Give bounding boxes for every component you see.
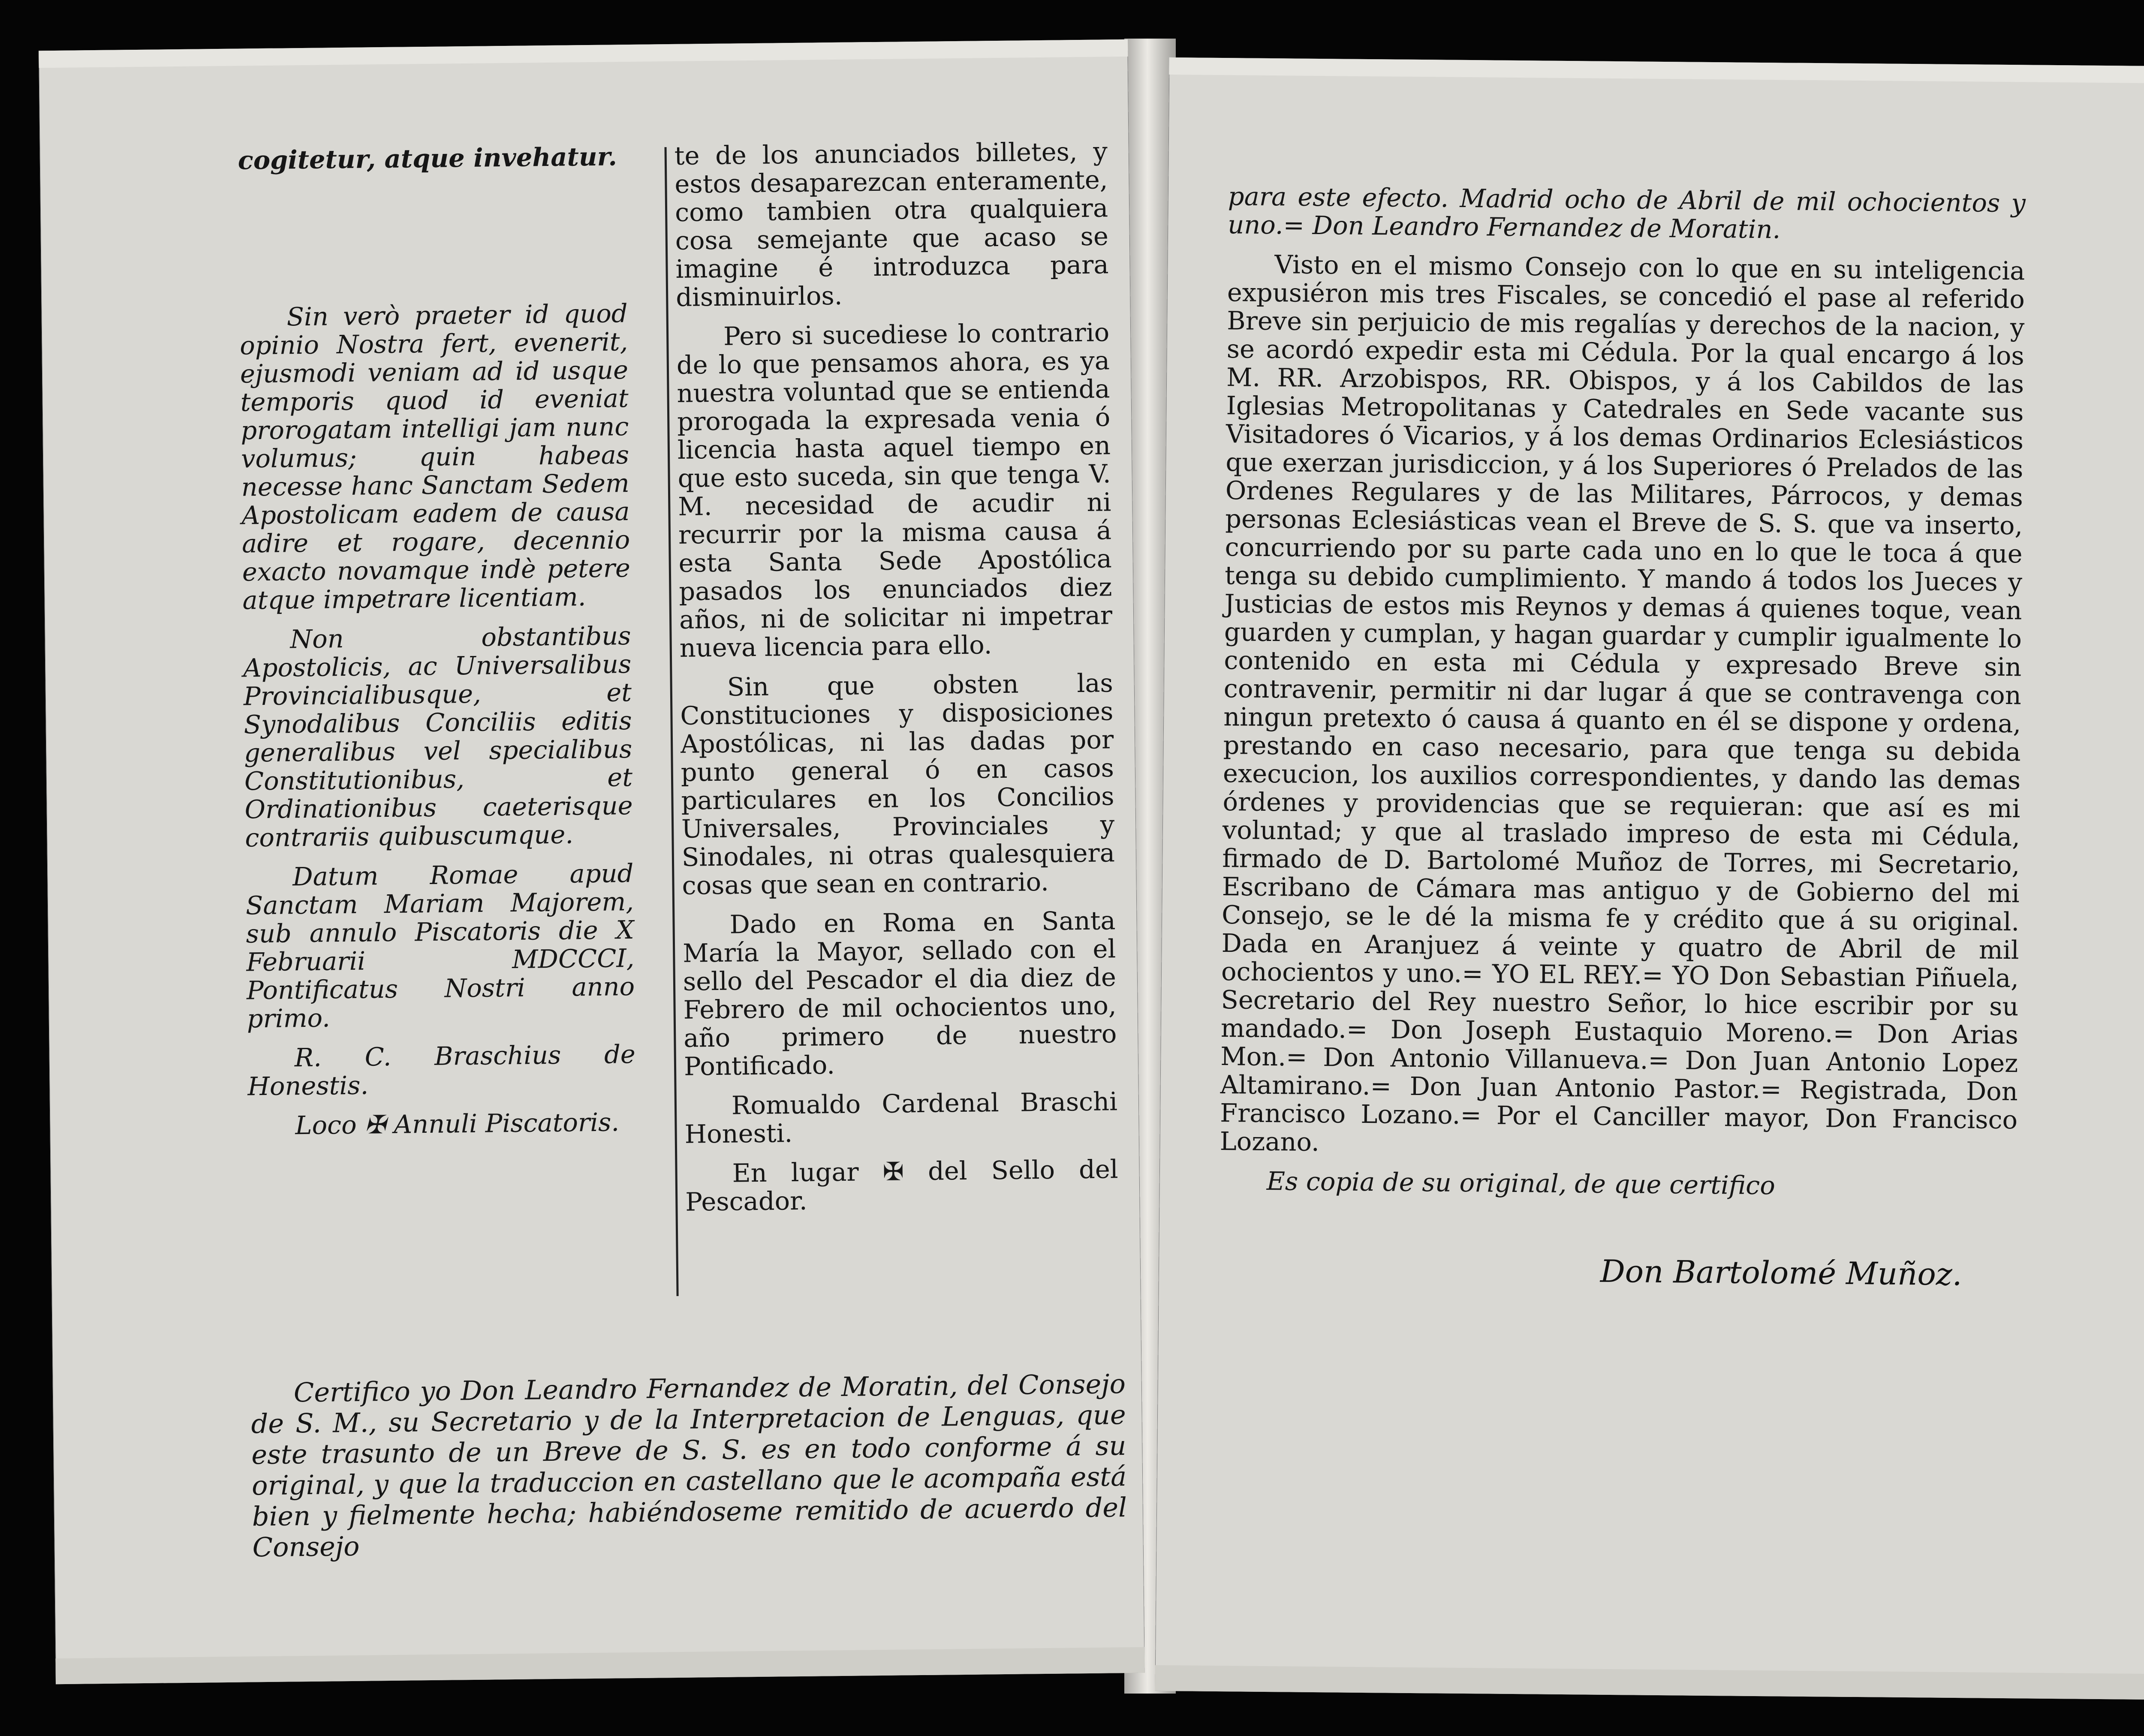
page-edge-bottom — [55, 1647, 1144, 1685]
latin-signatory: R. C. Braschius de Honestis. — [247, 1039, 636, 1101]
latin-column — [238, 142, 636, 1151]
latin-heading: cogitetur, atque invehatur. — [238, 141, 617, 175]
copy-line: Es copia de su original, de que certifico — [1266, 1166, 1776, 1200]
decree-body: Visto en el mismo Consejo con lo que en su inteligencia expusiéron mis tres Fiscales, se concedió el pase al referido Breve sin perjuicio de mis regalías y derechos de la nacion, y se acordó expedir esta mi Cédula. Por la qual encargo á los M. RR. Arzobispos, RR. Obispos, y á los Cabildos de las Iglesias Metropolitanas y Catedrales en Sede vacante sus Visitadores ó Vicarios, y á los demas Ordinarios Eclesiásticos que exerzan jurisdiccion, y á los Superiores ó Prelados de las Ordenes Regulares y de las Militares, Párrocos, y demas personas Eclesiásticas vean el Breve de S. S. que va inserto, concurriendo por su parte cada uno en lo que le toca á que tenga su debido cumplimiento. Y mando á todos los Jueces y Justicias de estos mis Reynos y demas á quienes toque, vean guarden y cumplan, y hagan guardar y cumplir igualmente lo contenido en esta mi Cédula y expresado Breve sin contravenir, permitir ni dar lugar á que se contravenga con ningun pretexto ó causa á quanto en él se dispone y ordena, prestando en caso necesario, para que tenga su debida execucion, los auxilios correspondientes, y dando las demas órdenes y providencias que se requieran: que así es mi voluntad; y que al traslado impreso de esta mi Cédula, firmado de D. Bartolomé Muñoz de Torres, mi Secretario, Escribano de Cámara mas antiguo y de Gobierno del mi Consejo, se le dé la misma fe y crédito que á su original. Dada en Aranjuez á veinte y quatro de Abril de mil ochocientos y uno.= YO EL REY.= YO Don Sebastian Piñuela, Secretario del Rey nuestro Señor, lo hice escribir por su mandado.= Don Joseph Eustaquio Moreno.= Don Arias Mon.= Don Antonio Villanueva.= Don Juan Antonio Lopez Altamirano.= Don Juan Antonio Pastor.= Registrada, Don Francisco Lozano.= Por el Canciller mayor, Don Francisco Lozano. — [1220, 250, 2025, 1157]
spanish-paragraph: te de los anunciados billetes, y estos desaparezcan enteramente, como tambien otra qualquiera cosa semejante que acaso se imagine é introduzca para disminuirlos. — [674, 136, 1109, 312]
signature: Don Bartolomé Muñoz. — [1600, 1253, 1962, 1293]
latin-seal-line: Loco ✠ Annuli Piscatoris. — [295, 1107, 620, 1140]
right-page — [1155, 57, 2144, 1700]
spanish-signatory: Romualdo Cardenal Braschi Honesti. — [684, 1086, 1118, 1149]
certification-block — [251, 1369, 1127, 1563]
certification-text: Certifico yo Don Leandro Fernandez de Moratin, del Consejo de S. M., su Secretario y de la Interpretacion de Lenguas, que este trasunto de un Breve de S. S. es en todo conforme á su original, y que la traduccion en castellano que le acompaña está bien y fielmente hecha; habiéndoseme remitido de acuerdo del Consejo — [251, 1368, 1127, 1563]
spanish-paragraph: Pero si sucediese lo contrario de lo que pensamos ahora, es ya nuestra voluntad que se entienda prorogada la expresada venia ó licencia hasta aquel tiempo en que esto suceda, sin que tenga V. M. necesidad de acudir ni recurrir por la misma causa á esta Santa Sede Apostólica pasados los enunciados diez años, ni de solicitar ni impetrar nueva licencia para ello. — [676, 317, 1113, 663]
decree-text — [1219, 182, 2026, 1213]
page-edge-top — [39, 39, 1128, 68]
spanish-paragraph: Dado en Roma en Santa María la Mayor, sellado con el sello del Pescador el dia diez de Febrero de mil ochocientos uno, año primero de nuestro Pontificado. — [682, 906, 1117, 1081]
opening-line: para este efecto. Madrid ocho de Abril de mil ochocientos y uno.= Don Leandro Fernandez de Moratin. — [1227, 181, 2026, 244]
spanish-seal-line: En lugar ✠ del Sello del Pescador. — [685, 1154, 1118, 1217]
page-edge-top — [1169, 57, 2144, 84]
spanish-paragraph: Sin que obsten las Constituciones y disposiciones Apostólicas, ni las dadas por punto general ó en casos particulares en los Concilios Universales, Provinciales y Sinodales, ni otras qualesquiera cosas que sean en contrario. — [680, 668, 1115, 900]
latin-paragraph: Non obstantibus Apostolicis, ac Universalibus Provincialibusque, et Synodalibus Conciliis editis generalibus vel specialibus Constitutionibus, et Ordinationibus caeterisque contrariis quibuscumque. — [243, 621, 633, 853]
latin-paragraph: Sin verò praeter id quod opinio Nostra fert, evenerit, ejusmodi veniam ad id usque temporis quod id eveniat prorogatam intelligi jam nunc volumus; quin habeas necesse hanc Sanctam Sedem Apostolicam eadem de causa adire et rogare, decennio exacto novamque indè petere atque impetrare licentiam. — [239, 298, 631, 615]
latin-paragraph: Datum Romae apud Sanctam Mariam Majorem, sub annulo Piscatoris die X Februarii MDCCCI, Pontificatus Nostri anno primo. — [245, 858, 635, 1034]
left-page — [39, 39, 1145, 1684]
page-edge-bottom — [1155, 1665, 2144, 1700]
spanish-column — [674, 137, 1118, 1227]
